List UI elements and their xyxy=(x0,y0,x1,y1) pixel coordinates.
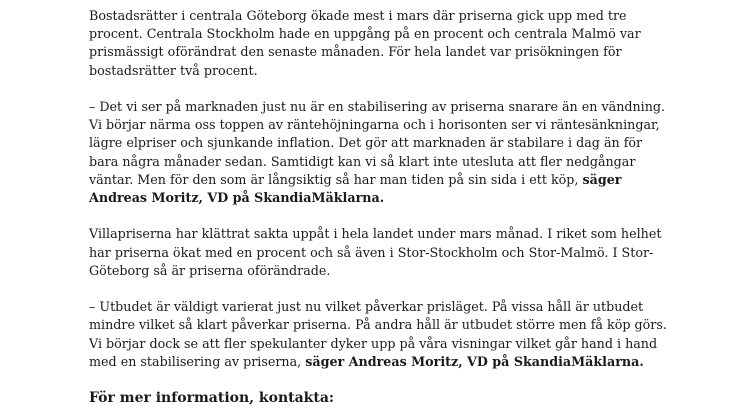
document-body xyxy=(89,7,709,407)
paragraph-4-text: – Utbudet är väldigt varierat just nu vilket påverkar prisläget. På vissa håll är utbudet mindre vilket så klart påverkar priserna. På andra håll är utbudet större men få köp görs. Vi börjar dock se att fler spekulanter dyker upp på våra visningar vilket går hand i hand med en stabilisering av priserna, xyxy=(89,299,667,369)
paragraph-4-attribution: säger Andreas Moritz, VD på SkandiaMäklarna. xyxy=(305,353,644,369)
paragraph-2-attribution: säger Andreas Moritz, VD på SkandiaMäklarna. xyxy=(89,171,622,206)
contact-heading: För mer information, kontakta: xyxy=(89,390,335,407)
paragraph-3-text: Villapriserna har klättrat sakta uppåt i hela landet under mars månad. I riket som helhet har priserna ökat med en procent och så även i Stor-Stockholm och Stor-Malmö. I Stor- Göteborg så är priserna oförändrade. xyxy=(89,226,662,278)
paragraph-4-quote xyxy=(89,298,709,371)
paragraph-1 xyxy=(89,7,709,80)
paragraph-1-text: Bostadsrätter i centrala Göteborg ökade mest i mars där priserna gick upp med tre procent. Centrala Stockholm hade en uppgång på en procent och centrala Malmö var prismässigt oförändrat den senaste månaden. För hela landet var prisökningen för bostadsrätter två procent. xyxy=(89,8,641,78)
paragraph-3 xyxy=(89,225,709,280)
paragraph-2-quote xyxy=(89,98,709,207)
paragraph-2-text: – Det vi ser på marknaden just nu är en stabilisering av priserna snarare än en vändning. Vi börjar närma oss toppen av räntehöjningarna och i horisonten ser vi räntesänkningar, lägre elpriser och sjunkande inflation. Det gör att marknaden är stabilare i dag än för bara några månader sedan. Samtidigt kan vi så klart inte utesluta att fler nedgångar väntar. Men för den som är långsiktig så har man tiden på sin sida i ett köp, xyxy=(89,99,666,187)
